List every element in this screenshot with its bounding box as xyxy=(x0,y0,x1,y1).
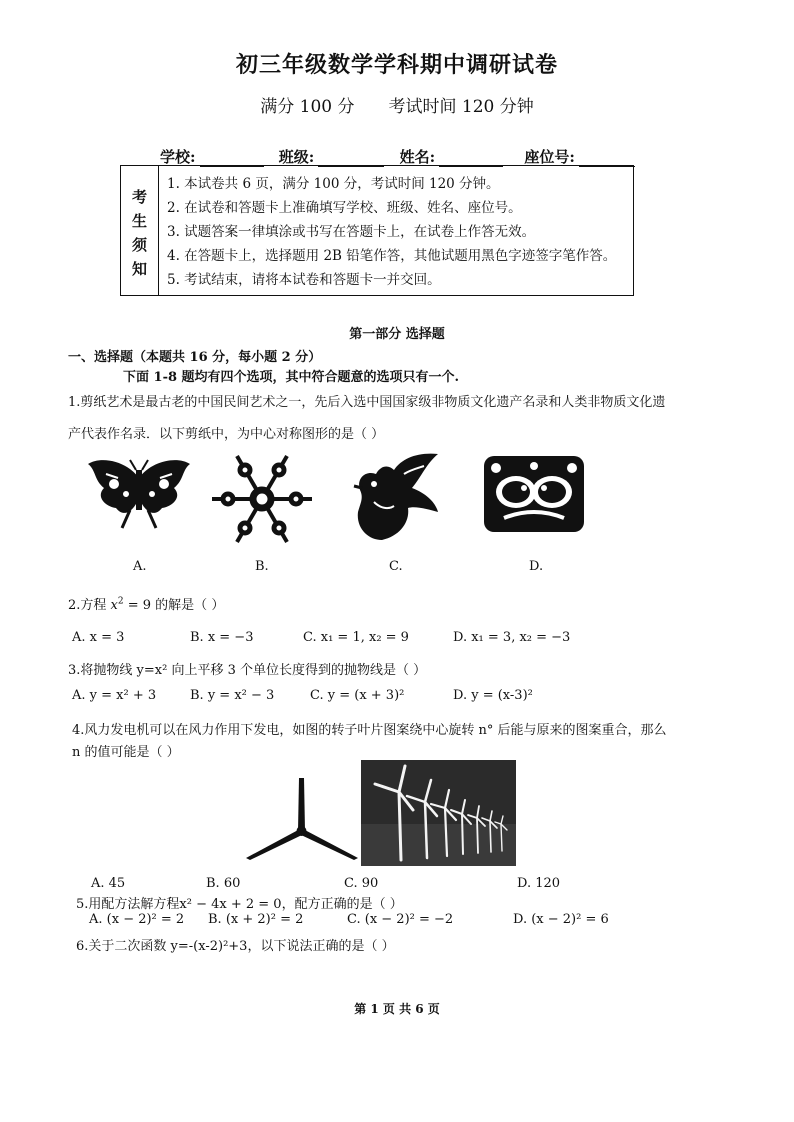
question-2-variable: x xyxy=(110,598,118,613)
notice-item: 3. 试题答案一律填涂或书写在答题卡上，在试卷上作答无效。 xyxy=(167,224,536,240)
question-3-option-c[interactable]: C. y = (x + 3)² xyxy=(310,688,405,703)
exam-notice-box xyxy=(120,165,634,296)
question-4-option-a[interactable]: A. 45 xyxy=(91,876,126,891)
question-2-stem-rest: = 9 的解是（ ） xyxy=(123,598,225,613)
question-2-exponent: 2 xyxy=(117,596,124,607)
butterfly-papercut-icon xyxy=(86,456,192,532)
notice-list xyxy=(167,172,616,292)
question-1-option-b[interactable]: B. xyxy=(255,559,269,574)
page-footer: 第 1 页 共 6 页 xyxy=(354,1002,440,1016)
notice-heading-char: 知 xyxy=(132,260,148,278)
question-5-option-d[interactable]: D. (x − 2)² = 6 xyxy=(513,912,609,927)
notice-heading-char: 考 xyxy=(132,188,148,206)
student-info-row xyxy=(160,146,635,167)
exam-time-text: 考试时间 120 分钟 xyxy=(388,97,534,117)
part-one-title: 第一部分 选择题 xyxy=(349,327,445,342)
class-label: 班级: xyxy=(278,148,315,166)
question-1-line-1: 1.剪纸艺术是最古老的中国民间艺术之一，先后入选中国国家级非物质文化遗产名录和人类非物质文化遗 xyxy=(68,395,666,410)
notice-heading xyxy=(121,166,159,295)
name-label: 姓名: xyxy=(399,148,436,166)
question-4-option-c[interactable]: C. 90 xyxy=(344,876,379,891)
question-5-option-c[interactable]: C. (x − 2)² = −2 xyxy=(347,912,454,927)
question-3-stem: 3.将抛物线 y=x² 向上平移 3 个单位长度得到的抛物线是（ ） xyxy=(68,663,427,678)
question-2-option-a[interactable]: A. x = 3 xyxy=(72,630,125,645)
question-4-line-2: n 的值可能是（ ） xyxy=(72,745,180,760)
section-instruction: 下面 1-8 题均有四个选项，其中符合题意的选项只有一个. xyxy=(123,370,460,385)
question-1-option-a[interactable]: A. xyxy=(133,559,147,574)
question-3-option-b[interactable]: B. y = x² − 3 xyxy=(190,688,275,703)
question-5-stem: 5.用配方法解方程x² − 4x + 2 = 0，配方正确的是（ ） xyxy=(76,897,403,912)
question-4-option-b[interactable]: B. 60 xyxy=(206,876,241,891)
question-4-line-1: 4.风力发电机可以在风力作用下发电，如图的转子叶片图案绕中心旋转 n° 后能与原来的图案重合，那么 xyxy=(72,723,667,738)
question-5-option-b[interactable]: B. (x + 2)² = 2 xyxy=(208,912,304,927)
notice-heading-char: 须 xyxy=(132,236,148,254)
question-3-option-d[interactable]: D. y = (x-3)² xyxy=(453,688,533,703)
wind-turbine-photo xyxy=(361,760,516,866)
exam-subtitle xyxy=(0,92,794,117)
question-1-option-c[interactable]: C. xyxy=(389,559,403,574)
section-heading: 一、选择题（本题共 16 分，每小题 2 分） xyxy=(68,350,322,365)
notice-heading-char: 生 xyxy=(132,212,148,230)
question-1-option-d[interactable]: D. xyxy=(529,559,544,574)
notice-item: 1. 本试卷共 6 页，满分 100 分，考试时间 120 分钟。 xyxy=(167,176,500,192)
question-2-stem-text: 2.方程 xyxy=(68,598,111,613)
snowflake-papercut-icon xyxy=(208,453,316,545)
question-6-stem: 6.关于二次函数 y=-(x-2)²+3，以下说法正确的是（ ） xyxy=(76,939,395,954)
bird-papercut-icon xyxy=(352,448,442,544)
question-1-line-2: 产代表作名录．以下剪纸中，为中心对称图形的是（ ） xyxy=(68,427,385,442)
question-5-option-a[interactable]: A. (x − 2)² = 2 xyxy=(89,912,185,927)
school-label: 学校: xyxy=(160,148,196,166)
fish-papercut-icon xyxy=(484,456,584,532)
question-2-stem xyxy=(68,594,224,613)
seat-label: 座位号: xyxy=(524,148,575,166)
question-2-option-c[interactable]: C. x₁ = 1, x₂ = 9 xyxy=(303,630,409,645)
question-4-option-d[interactable]: D. 120 xyxy=(517,876,561,891)
question-2-option-d[interactable]: D. x₁ = 3, x₂ = −3 xyxy=(453,630,571,645)
wind-turbines-icon xyxy=(361,760,516,866)
notice-item: 4. 在答题卡上，选择题用 2B 铅笔作答，其他试题用黑色字迹签字笔作答。 xyxy=(167,248,617,264)
question-2-option-b[interactable]: B. x = −3 xyxy=(190,630,254,645)
exam-title: 初三年级数学学科期中调研试卷 xyxy=(235,52,558,78)
notice-item: 5. 考试结束，请将本试卷和答题卡一并交回。 xyxy=(167,272,441,288)
notice-item: 2. 在试卷和答题卡上准确填写学校、班级、姓名、座位号。 xyxy=(167,200,522,216)
full-score-text: 满分 100 分 xyxy=(260,97,355,117)
rotor-blade-diagram-icon xyxy=(244,776,360,862)
question-3-option-a[interactable]: A. y = x² + 3 xyxy=(72,688,157,703)
